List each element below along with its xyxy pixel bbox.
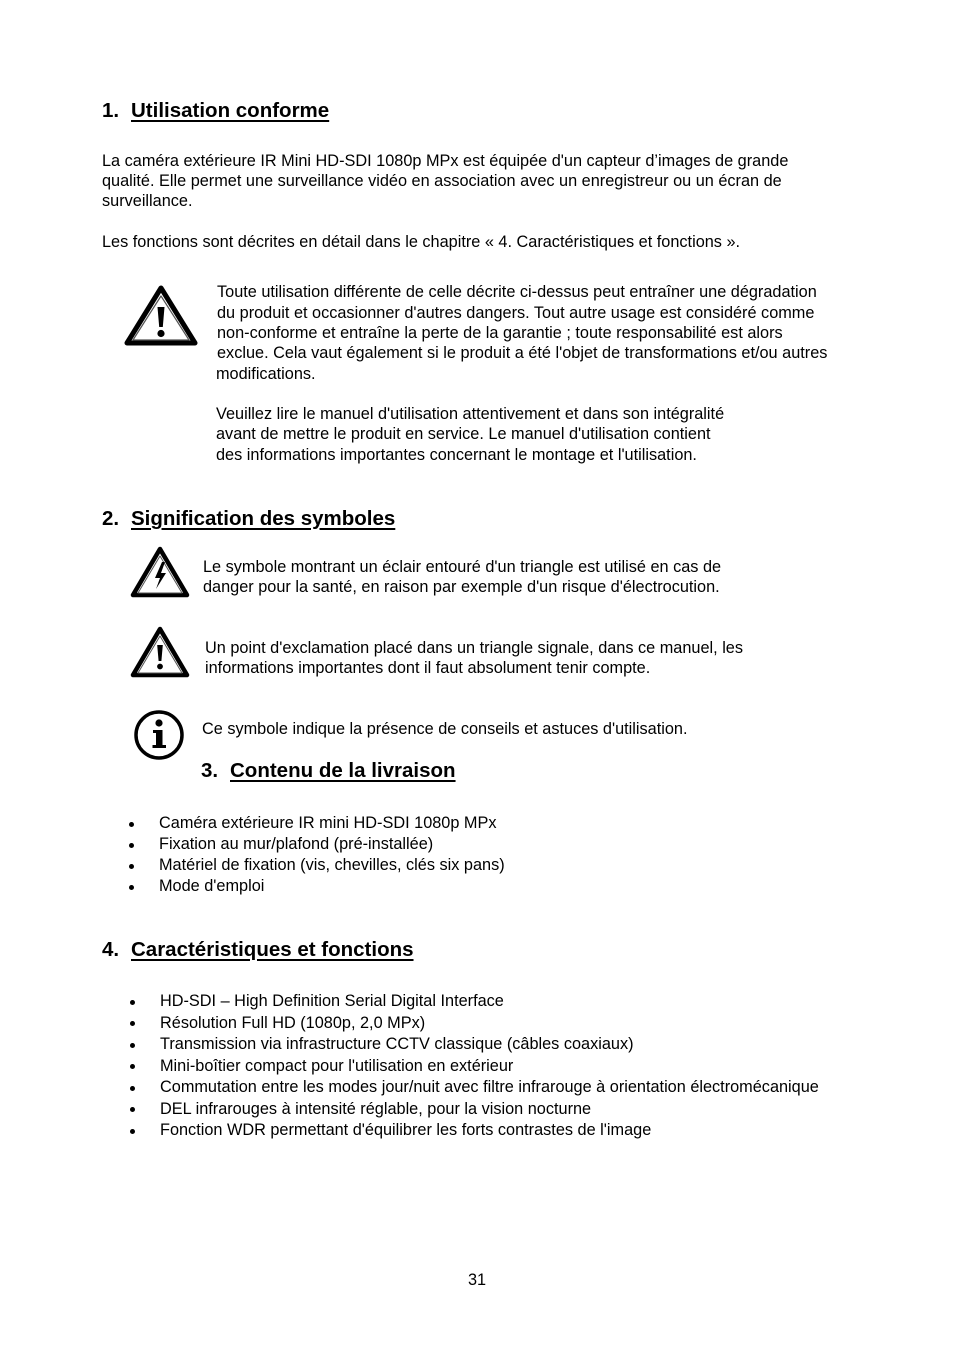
section-title: Contenu de la livraison bbox=[230, 759, 456, 782]
section-4-heading bbox=[102, 938, 414, 962]
note-text-line: des informations importantes concernant le montage et l'utilisation. bbox=[216, 446, 697, 464]
exclamation-triangle-icon bbox=[129, 625, 191, 684]
section-title: Utilisation conforme bbox=[131, 99, 330, 122]
note-text-line: Veuillez lire le manuel d'utilisation attentivement et dans son intégralité bbox=[216, 405, 725, 423]
warning-text-line: Toute utilisation différente de celle décrite ci-dessus peut entraîner une dégradation bbox=[217, 283, 817, 301]
delivery-contents-list bbox=[159, 813, 505, 897]
section-title: Signification des symboles bbox=[131, 507, 396, 530]
warning-triangle-icon bbox=[123, 283, 199, 352]
list-item: Transmission via infrastructure CCTV classique (câbles coaxiaux) bbox=[160, 1034, 819, 1056]
section-number: 3. bbox=[201, 759, 219, 782]
section-3-heading bbox=[201, 759, 456, 783]
section-number: 2. bbox=[102, 507, 120, 530]
warning-text-line: non-conforme et entraîne la perte de la garantie ; toute responsabilité est alors bbox=[217, 324, 783, 342]
section-number: 4. bbox=[102, 938, 120, 961]
list-item: HD-SDI – High Definition Serial Digital Interface bbox=[160, 991, 819, 1013]
symbol-text-line: Ce symbole indique la présence de conseils et astuces d'utilisation. bbox=[202, 720, 688, 738]
list-item: Caméra extérieure IR mini HD-SDI 1080p MPx bbox=[159, 813, 505, 834]
info-circle-icon bbox=[132, 708, 186, 767]
list-item: Matériel de fixation (vis, chevilles, clés six pans) bbox=[159, 856, 505, 874]
symbol-text-line: danger pour la santé, en raison par exemple d'un risque d'électrocution. bbox=[203, 578, 720, 596]
list-item: Mini-boîtier compact pour l'utilisation en extérieur bbox=[160, 1056, 819, 1078]
list-item: Fonction WDR permettant d'équilibrer les forts contrastes de l'image bbox=[160, 1120, 819, 1142]
paragraph-line: surveillance. bbox=[102, 192, 193, 210]
section-2-heading bbox=[102, 507, 395, 531]
section-number: 1. bbox=[102, 99, 120, 122]
note-text-line: avant de mettre le produit en service. Le manuel d'utilisation contient bbox=[216, 425, 711, 443]
section-1-heading bbox=[102, 99, 329, 123]
page-number: 31 bbox=[467, 1271, 487, 1289]
symbol-text-line: Le symbole montrant un éclair entouré d'un triangle est utilisé en cas de bbox=[203, 558, 722, 576]
list-item: Fixation au mur/plafond (pré-installée) bbox=[159, 834, 505, 855]
paragraph-line: Les fonctions sont décrites en détail dans le chapitre « 4. Caractéristiques et fonctions ». bbox=[102, 233, 741, 251]
warning-text-line: du produit et occasionner d'autres dangers. Tout autre usage est considéré comme bbox=[217, 304, 815, 322]
paragraph-line: La caméra extérieure IR Mini HD-SDI 1080p MPx est équipée d'un capteur d’images de grande bbox=[102, 152, 789, 170]
list-item: DEL infrarouges à intensité réglable, pour la vision nocturne bbox=[160, 1099, 819, 1121]
lightning-triangle-icon bbox=[129, 545, 191, 604]
features-list bbox=[160, 991, 819, 1142]
paragraph-line: qualité. Elle permet une surveillance vidéo en association avec un enregistreur ou un écran de bbox=[102, 172, 782, 190]
symbol-text-line: informations importantes dont il faut absolument tenir compte. bbox=[205, 659, 651, 677]
list-item: Commutation entre les modes jour/nuit avec filtre infrarouge à orientation électromécanique bbox=[160, 1077, 819, 1099]
section-title: Caractéristiques et fonctions bbox=[131, 938, 414, 961]
list-item: Résolution Full HD (1080p, 2,0 MPx) bbox=[160, 1013, 819, 1035]
warning-text-line: modifications. bbox=[216, 365, 316, 383]
symbol-text-line: Un point d'exclamation placé dans un triangle signale, dans ce manuel, les bbox=[205, 639, 744, 657]
warning-text-line: exclue. Cela vaut également si le produit a été l'objet de transformations et/ou autres bbox=[217, 344, 828, 362]
list-item: Mode d'emploi bbox=[159, 876, 505, 897]
